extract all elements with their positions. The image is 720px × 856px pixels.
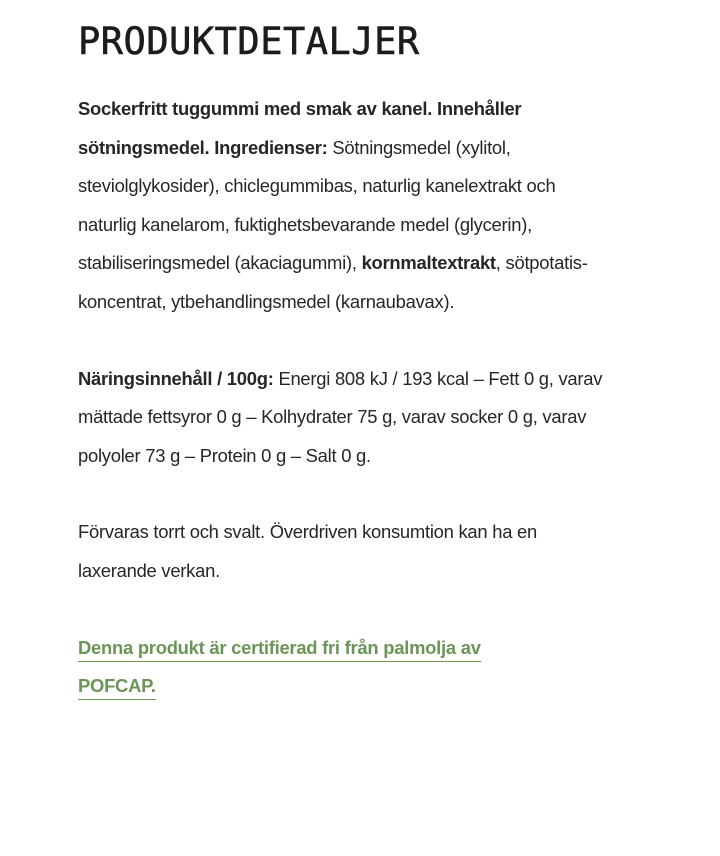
certification-paragraph xyxy=(78,629,618,706)
ingredients-text-2: , sötpotatis- koncentrat, ytbehandlingsmedel (karnaubavax). xyxy=(78,252,588,312)
nutrition-values: Energi 808 kJ / 193 kcal – Fett 0 g, varav mättade fettsyror 0 g – Kolhydrater 75 g, varav socker 0 g, varav polyoler 73 g – Protein 0 g – Salt 0 g. xyxy=(78,367,603,466)
certification-link-line2[interactable]: POFCAP. xyxy=(78,675,156,700)
product-intro-bold: Sockerfritt tuggummi med smak av kanel. Innehåller sötningsmedel. Ingredienser: xyxy=(78,98,522,158)
nutrition-paragraph xyxy=(78,360,618,476)
ingredients-text-1: Sötningsmedel (xylitol, steviolglykosider), chiclegummibas, naturlig kanelextrakt och naturlig kanelarom, fuktighetsbevarande medel (glycerin), stabiliseringsmedel (akaciagummi), xyxy=(78,136,556,274)
certification-link-line1[interactable]: Denna produkt är certifierad fri från palmolja av xyxy=(78,637,481,662)
ingredient-allergen-bold: kornmaltextrakt xyxy=(361,252,496,274)
ingredients-paragraph xyxy=(78,90,618,322)
nutrition-label: Näringsinnehåll / 100g: xyxy=(78,367,274,389)
product-details-section xyxy=(78,20,618,706)
storage-paragraph: Förvaras torrt och svalt. Överdriven konsumtion kan ha en laxerande verkan. xyxy=(78,521,538,581)
section-title: PRODUKTDETALJER xyxy=(78,20,420,63)
